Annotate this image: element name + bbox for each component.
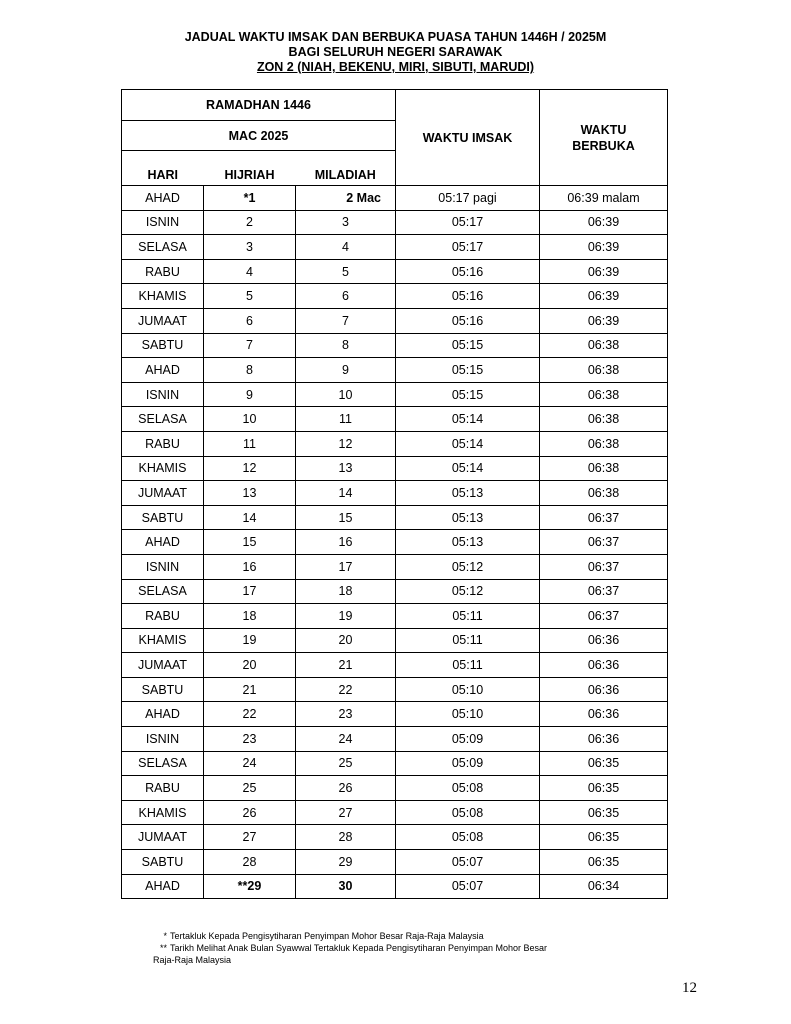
- table-row: [122, 235, 668, 260]
- table-row: [122, 210, 668, 235]
- table-row: [122, 505, 668, 530]
- cell-hijriah: 22: [204, 702, 296, 727]
- cell-hari: RABU: [122, 604, 204, 629]
- table-row: [122, 333, 668, 358]
- cell-berbuka: 06:38: [540, 358, 668, 383]
- cell-berbuka: 06:36: [540, 702, 668, 727]
- cell-hari: AHAD: [122, 358, 204, 383]
- schedule-table: [121, 89, 668, 899]
- cell-berbuka: 06:35: [540, 850, 668, 875]
- cell-hijriah: 5: [204, 284, 296, 309]
- cell-hijriah: 12: [204, 456, 296, 481]
- cell-imsak: 05:11: [396, 604, 540, 629]
- table-row: [122, 308, 668, 333]
- cell-berbuka: 06:39 malam: [540, 186, 668, 211]
- cell-hijriah: 27: [204, 825, 296, 850]
- cell-hijriah: 4: [204, 259, 296, 284]
- cell-hijriah: *1: [204, 186, 296, 211]
- cell-miladiah: 24: [296, 727, 396, 752]
- document-title: JADUAL WAKTU IMSAK DAN BERBUKA PUASA TAHUN 1446H / 2025M: [184, 30, 607, 44]
- cell-miladiah: 30: [296, 874, 396, 899]
- cell-berbuka: 06:38: [540, 382, 668, 407]
- cell-berbuka: 06:37: [540, 554, 668, 579]
- cell-hari: ISNIN: [122, 382, 204, 407]
- cell-hari: ISNIN: [122, 554, 204, 579]
- cell-hijriah: 13: [204, 481, 296, 506]
- table-row: [122, 579, 668, 604]
- document-subtitle: BAGI SELURUH NEGERI SARAWAK: [288, 45, 503, 59]
- cell-hijriah: 9: [204, 382, 296, 407]
- table-row: [122, 431, 668, 456]
- cell-hijriah: 18: [204, 604, 296, 629]
- miladiah-header: MILADIAH: [296, 151, 396, 186]
- cell-berbuka: 06:36: [540, 727, 668, 752]
- table-row: [122, 259, 668, 284]
- cell-miladiah: 8: [296, 333, 396, 358]
- cell-imsak: 05:08: [396, 825, 540, 850]
- hijriah-header: HIJRIAH: [204, 151, 296, 186]
- cell-miladiah: 9: [296, 358, 396, 383]
- table-row: [122, 382, 668, 407]
- cell-hari: JUMAAT: [122, 653, 204, 678]
- table-row: [122, 530, 668, 555]
- footnote-2-continued: Raja-Raja Malaysia: [153, 955, 232, 965]
- table-row: [122, 186, 668, 211]
- cell-berbuka: 06:36: [540, 628, 668, 653]
- cell-hari: AHAD: [122, 186, 204, 211]
- cell-berbuka: 06:38: [540, 407, 668, 432]
- table-row: [122, 677, 668, 702]
- footnotes: [153, 930, 653, 966]
- cell-imsak: 05:14: [396, 456, 540, 481]
- schedule-rows: [122, 186, 668, 899]
- cell-hijriah: 14: [204, 505, 296, 530]
- cell-hari: SELASA: [122, 235, 204, 260]
- cell-miladiah: 5: [296, 259, 396, 284]
- cell-hari: SELASA: [122, 407, 204, 432]
- cell-hijriah: 26: [204, 800, 296, 825]
- table-row: [122, 604, 668, 629]
- cell-hijriah: 17: [204, 579, 296, 604]
- cell-miladiah: 13: [296, 456, 396, 481]
- table-row: [122, 800, 668, 825]
- cell-hijriah: 25: [204, 776, 296, 801]
- cell-hari: AHAD: [122, 530, 204, 555]
- cell-berbuka: 06:35: [540, 751, 668, 776]
- berbuka-header: WAKTU BERBUKA: [540, 90, 668, 186]
- cell-miladiah: 14: [296, 481, 396, 506]
- table-row: [122, 358, 668, 383]
- cell-hari: SABTU: [122, 505, 204, 530]
- cell-miladiah: 15: [296, 505, 396, 530]
- cell-miladiah: 19: [296, 604, 396, 629]
- table-row: [122, 628, 668, 653]
- cell-miladiah: 23: [296, 702, 396, 727]
- cell-imsak: 05:07: [396, 874, 540, 899]
- hari-header: HARI: [122, 151, 204, 186]
- cell-berbuka: 06:35: [540, 800, 668, 825]
- cell-miladiah: 2 Mac: [296, 186, 396, 211]
- cell-hijriah: 10: [204, 407, 296, 432]
- cell-berbuka: 06:39: [540, 235, 668, 260]
- cell-imsak: 05:12: [396, 579, 540, 604]
- cell-berbuka: 06:39: [540, 259, 668, 284]
- cell-miladiah: 18: [296, 579, 396, 604]
- cell-miladiah: 4: [296, 235, 396, 260]
- cell-imsak: 05:15: [396, 382, 540, 407]
- cell-hijriah: 3: [204, 235, 296, 260]
- cell-miladiah: 16: [296, 530, 396, 555]
- cell-hari: KHAMIS: [122, 284, 204, 309]
- cell-imsak: 05:08: [396, 776, 540, 801]
- cell-imsak: 05:10: [396, 677, 540, 702]
- cell-miladiah: 17: [296, 554, 396, 579]
- table-row: [122, 751, 668, 776]
- cell-hari: KHAMIS: [122, 800, 204, 825]
- cell-imsak: 05:16: [396, 284, 540, 309]
- cell-miladiah: 25: [296, 751, 396, 776]
- cell-hari: JUMAAT: [122, 825, 204, 850]
- imsak-header: WAKTU IMSAK: [396, 90, 540, 186]
- table-row: [122, 481, 668, 506]
- footnote-1: * Tertakluk Kepada Pengisytiharan Penyimpan Mohor Besar Raja-Raja Malaysia: [163, 931, 484, 941]
- cell-berbuka: 06:37: [540, 604, 668, 629]
- table-row: [122, 727, 668, 752]
- table-row: [122, 825, 668, 850]
- cell-miladiah: 20: [296, 628, 396, 653]
- table-row: [122, 407, 668, 432]
- cell-hijriah: 2: [204, 210, 296, 235]
- cell-hari: SABTU: [122, 850, 204, 875]
- cell-imsak: 05:13: [396, 505, 540, 530]
- cell-hijriah: 21: [204, 677, 296, 702]
- cell-imsak: 05:14: [396, 431, 540, 456]
- cell-hari: KHAMIS: [122, 456, 204, 481]
- cell-berbuka: 06:37: [540, 530, 668, 555]
- cell-imsak: 05:09: [396, 727, 540, 752]
- cell-berbuka: 06:39: [540, 210, 668, 235]
- month-header: MAC 2025: [122, 121, 396, 151]
- cell-imsak: 05:11: [396, 628, 540, 653]
- cell-berbuka: 06:38: [540, 481, 668, 506]
- cell-hijriah: **29: [204, 874, 296, 899]
- cell-imsak: 05:16: [396, 259, 540, 284]
- cell-miladiah: 11: [296, 407, 396, 432]
- cell-miladiah: 26: [296, 776, 396, 801]
- cell-hari: RABU: [122, 431, 204, 456]
- cell-imsak: 05:13: [396, 481, 540, 506]
- cell-hijriah: 11: [204, 431, 296, 456]
- cell-hari: JUMAAT: [122, 308, 204, 333]
- cell-hijriah: 24: [204, 751, 296, 776]
- cell-hari: RABU: [122, 259, 204, 284]
- cell-hari: KHAMIS: [122, 628, 204, 653]
- table-row: [122, 284, 668, 309]
- cell-imsak: 05:09: [396, 751, 540, 776]
- page-number: 12: [682, 980, 697, 996]
- cell-berbuka: 06:38: [540, 431, 668, 456]
- ramadhan-header: RAMADHAN 1446: [122, 90, 396, 121]
- cell-imsak: 05:16: [396, 308, 540, 333]
- cell-hijriah: 15: [204, 530, 296, 555]
- cell-hari: AHAD: [122, 874, 204, 899]
- cell-hijriah: 23: [204, 727, 296, 752]
- cell-hijriah: 8: [204, 358, 296, 383]
- cell-berbuka: 06:37: [540, 579, 668, 604]
- cell-hijriah: 16: [204, 554, 296, 579]
- table-row: [122, 850, 668, 875]
- cell-hari: SELASA: [122, 579, 204, 604]
- cell-imsak: 05:10: [396, 702, 540, 727]
- cell-berbuka: 06:35: [540, 776, 668, 801]
- cell-miladiah: 29: [296, 850, 396, 875]
- cell-miladiah: 10: [296, 382, 396, 407]
- cell-imsak: 05:08: [396, 800, 540, 825]
- cell-imsak: 05:12: [396, 554, 540, 579]
- cell-imsak: 05:13: [396, 530, 540, 555]
- cell-imsak: 05:15: [396, 358, 540, 383]
- cell-berbuka: 06:39: [540, 284, 668, 309]
- cell-hari: SELASA: [122, 751, 204, 776]
- cell-imsak: 05:14: [396, 407, 540, 432]
- cell-imsak: 05:15: [396, 333, 540, 358]
- cell-imsak: 05:17: [396, 210, 540, 235]
- cell-hijriah: 6: [204, 308, 296, 333]
- table-row: [122, 874, 668, 899]
- cell-hijriah: 7: [204, 333, 296, 358]
- cell-berbuka: 06:36: [540, 653, 668, 678]
- cell-berbuka: 06:35: [540, 825, 668, 850]
- table-row: [122, 776, 668, 801]
- cell-hijriah: 28: [204, 850, 296, 875]
- cell-hijriah: 20: [204, 653, 296, 678]
- table-row: [122, 653, 668, 678]
- cell-hari: ISNIN: [122, 210, 204, 235]
- cell-miladiah: 28: [296, 825, 396, 850]
- cell-hijriah: 19: [204, 628, 296, 653]
- cell-hari: SABTU: [122, 677, 204, 702]
- cell-imsak: 05:17 pagi: [396, 186, 540, 211]
- footnote-2: ** Tarikh Melihat Anak Bulan Syawwal Tertakluk Kepada Pengisytiharan Penyimpan Mohor Besar: [159, 943, 548, 953]
- cell-miladiah: 22: [296, 677, 396, 702]
- cell-hari: AHAD: [122, 702, 204, 727]
- cell-berbuka: 06:37: [540, 505, 668, 530]
- cell-miladiah: 27: [296, 800, 396, 825]
- table-row: [122, 554, 668, 579]
- cell-berbuka: 06:36: [540, 677, 668, 702]
- cell-miladiah: 21: [296, 653, 396, 678]
- table-row: [122, 702, 668, 727]
- cell-imsak: 05:07: [396, 850, 540, 875]
- cell-miladiah: 3: [296, 210, 396, 235]
- table-row: [122, 456, 668, 481]
- cell-imsak: 05:11: [396, 653, 540, 678]
- cell-berbuka: 06:38: [540, 456, 668, 481]
- zone-title: ZON 2 (NIAH, BEKENU, MIRI, SIBUTI, MARUDI): [256, 60, 535, 74]
- cell-miladiah: 6: [296, 284, 396, 309]
- cell-hari: JUMAAT: [122, 481, 204, 506]
- cell-miladiah: 7: [296, 308, 396, 333]
- cell-miladiah: 12: [296, 431, 396, 456]
- cell-hari: RABU: [122, 776, 204, 801]
- cell-hari: SABTU: [122, 333, 204, 358]
- cell-imsak: 05:17: [396, 235, 540, 260]
- cell-hari: ISNIN: [122, 727, 204, 752]
- cell-berbuka: 06:34: [540, 874, 668, 899]
- cell-berbuka: 06:39: [540, 308, 668, 333]
- cell-berbuka: 06:38: [540, 333, 668, 358]
